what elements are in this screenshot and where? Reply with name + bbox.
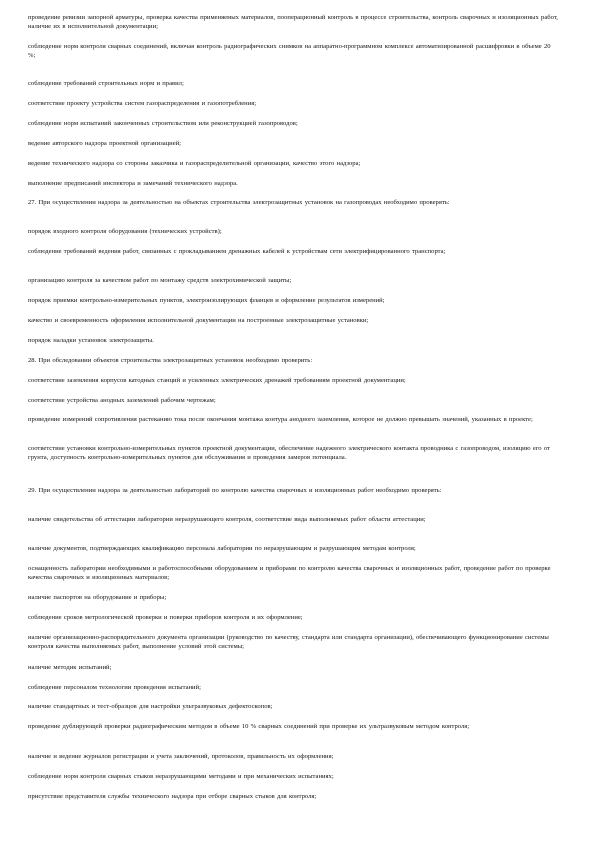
paragraph-journals: наличие и ведение журналов регистрации и учета заключений, протоколов, правильность их оформления; bbox=[28, 753, 334, 760]
paragraph-lab-certificate: наличие свидетельства об аттестации лаборатории неразрушающего контроля, соответствие вида выполняемых работ области аттестации; bbox=[28, 516, 426, 523]
paragraph-test-methods: наличие методик испытаний; bbox=[28, 664, 112, 671]
paragraph-anode-grounding: соответствие устройства анодных заземлений рабочим чертежам; bbox=[28, 397, 216, 404]
section-heading-29: 29. При осуществлении надзора за деятельностью лабораторий по контролю качества сварочных и изоляционных работ необходимо проверять: bbox=[28, 487, 442, 494]
paragraph-grounding: соответствие заземления корпусов катодных станций и усиленных электрических дренажей требованиям проектной документации; bbox=[28, 377, 406, 384]
paragraph-metrology: соблюдение сроков метрологической проверки и поверки приборов контроля и их оформление; bbox=[28, 614, 303, 621]
paragraph-quality-system: наличие организационно-распорядительного документа организации (руководство по качеству, стандарта или стандарта организации), обеспечивающего функционирование системы контроля качества выполняемых работ, выполнение условий этой системы; bbox=[28, 634, 549, 650]
paragraph-valve-revision: проведение ревизии запорной арматуры, проверка качества применяемых материалов, пооперационный контроль в процессе строительства, контроль сварочных и изоляционных работ, наличие их в исполнительной документации; bbox=[28, 14, 558, 30]
paragraph-test-samples: наличие стандартных и тест-образцов для настройки ультразвуковых дефектоскопов; bbox=[28, 703, 273, 710]
paragraph-commissioning: порядок наладки установок электрозащиты. bbox=[28, 337, 154, 344]
paragraph-technical-supervision: ведение технического надзора со стороны заказчика и газораспределительной организации, качество этого надзора; bbox=[28, 160, 361, 167]
paragraph-inspector-orders: выполнение предписаний инспектора и замечаний технического надзора. bbox=[28, 180, 238, 187]
paragraph-measurement-points: порядок приемки контрольно-измерительных пунктов, электроизолирующих фланцев и оформление результатов измерений; bbox=[28, 297, 385, 304]
paragraph-lab-equipment: оснащенность лаборатории необходимыми и работоспособными оборудованием и приборами по контролю качества сварочных и изоляционных работ, проведение работ по проверке качества сварочных и изоляционных материалов; bbox=[28, 565, 551, 581]
paragraph-test-technology: соблюдение персоналом технологии проведения испытаний; bbox=[28, 684, 201, 691]
paragraph-joint-control-norms: соблюдение норм контроля сварных стыков неразрушающими методами и при механических испытаниях; bbox=[28, 773, 334, 780]
paragraph-building-norms: соблюдение требований строительных норм и правил; bbox=[28, 80, 184, 87]
paragraph-drainage-cables: соблюдение требований ведения работ, связанных с прокладыванием дренажных кабелей к устройствам сети электрифицированного транспорта; bbox=[28, 248, 446, 255]
paragraph-equipment-passports: наличие паспортов на оборудование и приборы; bbox=[28, 594, 167, 601]
paragraph-duplicate-check: проведение дублирующей проверки радиографическим методом в объеме 10 % сварных соединений при проверке их ультразвуковым методом контроля; bbox=[28, 723, 470, 730]
paragraph-staff-qualification: наличие документов, подтверждающих квалификацию персонала лаборатории по неразрушающим и разрушающим методам контроля; bbox=[28, 545, 416, 552]
paragraph-project-compliance: соответствие проекту устройства систем газораспределения и газопотребления; bbox=[28, 100, 257, 107]
paragraph-executive-docs: качество и своевременность оформления исполнительной документации на построенные электрозащитные установки; bbox=[28, 317, 369, 324]
paragraph-supervisor-presence: присутствие представителя службы технического надзора при отборе сварных стыков для контроля; bbox=[28, 793, 317, 800]
section-heading-27: 27. При осуществлении надзора за деятельностью на объектах строительства электрозащитных установок на газопроводах необходимо проверять: bbox=[28, 199, 450, 206]
section-heading-28: 28. При обследовании объектов строительства электрозащитных установок необходимо проверить: bbox=[28, 357, 313, 364]
paragraph-weld-control-norms: соблюдение норм контроля сварных соединений, включая контроль радиографических снимков на аппаратно-программном комплексе автоматизированной расшифровки в объеме 20 %; bbox=[28, 43, 551, 59]
paragraph-measurement-points-installation: соответствие установки контрольно-измерительных пунктов проектной документации, обеспечение надежного электрического контакта проводника с газопроводом, изоляцию его от грунта, доступность контрольно-измерительных пунктов для обслуживания и проведения замеров потенциала. bbox=[28, 445, 550, 461]
paragraph-ecp-installation: организацию контроля за качеством работ по монтажу средств электрохимической защиты; bbox=[28, 277, 292, 284]
paragraph-author-supervision: ведение авторского надзора проектной организацией; bbox=[28, 140, 181, 147]
paragraph-resistance-measurement: проведение измерений сопротивления растеканию тока после окончания монтажа контура анодного заземления, которое не должно превышать значений, указанных в проекте; bbox=[28, 416, 533, 423]
paragraph-test-norms: соблюдение норм испытаний законченных строительством или реконструкцией газопроводов; bbox=[28, 120, 298, 127]
paragraph-incoming-control: порядок входного контроля оборудования (технических устройств); bbox=[28, 228, 222, 235]
